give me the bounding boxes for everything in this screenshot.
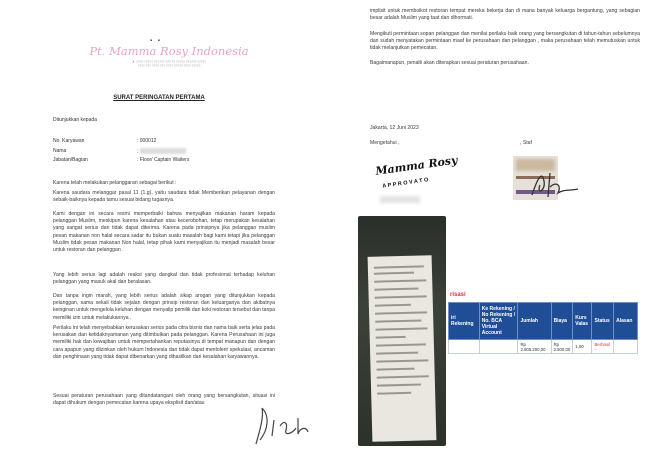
redacted-name (140, 148, 186, 154)
table-header-row: iri Rekening Ke Rekening / No Rekening / No. BCA Virtual Account Jumlah Biaya Kurs Valas Status Alasan (449, 303, 638, 340)
approval-stamp-text: A P P R O V A T O (382, 177, 429, 190)
company-logo: Pt. Mamma Rosy Indonesia (89, 44, 249, 58)
known-label: Mengetahui , (370, 140, 400, 146)
paragraph-regulation: Sesuai peraturan perusahaan yang ditandatangani oleh orang yang bersangkutan, situasi ini dapat dihukum dengan pemecatan karena upaya eksplisit dan/atau (53, 393, 275, 407)
staff-label: , Staf (520, 140, 532, 146)
flag-icons: ▪ ▪ (150, 38, 162, 44)
field-employee-number: No. Karyawan : 000012 (53, 138, 157, 144)
paragraph-intro: Karena telah melakukan pelanggaran sebagai berikut : (53, 180, 177, 186)
addressee-label: Ditunjukkan kepada (53, 117, 97, 123)
staff-signature (528, 165, 588, 205)
bank-transfer-table (448, 302, 638, 354)
paragraph-penalty: Bagaimanapun, penalti akan diterapkan sesuai peraturan perusahaan. (370, 60, 529, 66)
receipt-paper (368, 255, 437, 442)
letter-page-left (0, 0, 318, 460)
table-row: Rp 2.605.200,00 Rp 2.500,00 1,00 Berhasil - (449, 340, 638, 354)
letter-title: SURAT PERINGATAN PERTAMA (113, 95, 205, 101)
paragraph-statement: Kami dengan ini secara resmi memperbaiki bahwa menyajikan makanan haram kepada pelanggan Muslim, meskipun karena kesalahan atau kecerobohan, tetap merupakan kesalahan yang sangat serius dan tidak dapat diterima. Karena pada prinsipnya jika pelanggan muslim pesan makanan non halal secara sadar itu bukan suatu masalah bagi kami tetapi jika pelanggan Muslim tidak pesan makanan Non halal, tetap pihak kami menyajikan itu menjadi masalah besar untuk restoran dan pelanggan . (53, 211, 275, 254)
approval-stamp-logo: Mamma Rosy (374, 153, 459, 178)
company-address: Jl. ???? ????? ?????? ??? ?? ????? ?????? ????? ???? ??? ???? ??? ???? ????? ???? ????? (131, 60, 207, 69)
paragraph-arrogance: Dan tanpa ingin marah, yang lebih serius adalah sikap arogan yang ditunjukkan kepada pelanggan, sama sekali tidak sejalan dengan prinsip restoran dan keluarganya dan akibatnya keinginan untuk mengelola keluhan dengan menyalip pemilik dan koki restoran tersebut dan tanpa memiliki izin untuk melakukannya . (53, 293, 275, 321)
handwritten-signature (248, 400, 318, 452)
paragraph-reaction: Yang lebih serius lagi adalah reaksi yang dangkal dan tidak profesional terhadap keluhan pelanggan yang masuk akal dan beralasan. (53, 272, 275, 286)
field-position: Jabatan/Bagian : Floor/ Captain Waiters (53, 157, 190, 163)
paragraph-boycott: implisit untuk memboikot restoran tempat mereka bekerja dan di mana banyak keluarga bergantung, yang sebagian besar adalah Muslim yang taat dan dihormati. (370, 8, 640, 22)
paragraph-violation: Karena saudara melanggar pasal 11 (1.g), yaitu saudara tidak Memberikan pelayanan dengan sebaik-baiknya kepada tamu sesuai bidang tugasnya. (53, 190, 275, 204)
field-name: Nama : (53, 148, 186, 154)
letter-date: Jakarta, 12 Juni 2023 (370, 125, 419, 131)
paragraph-decision: Mengikuti permintaan sopan pelanggan dan menilai perilaku baik orang yang bersangkutan di tahun-tahun sebelumnya dan sudah menyatakan permintaan maaf ke perusahaan dan pelanggan , maka perusahaan telah memutuskan untuk tidak melanjutkan pemecatan. (370, 31, 640, 52)
paragraph-damage: Perilaku ini telah menyebabkan kerusakan serius pada citra bisnis dan nama baik serta jelas pada kerusakan dan ketidaknyamanan yang ditimbulkan pada pelanggan. Karena Perusahaan ini juga memiliki hak dan kewajiban untuk mempertahankan reputasinya di tempat manapun dan dengan cara apapun yang diizinkan oleh hukum Indonesia dan tidak dapat mentolerir spekulasi, ancaman dan penghinaan yang tidak dapat dibenarkan yang dihasilkan dari kesalahan karyawannya. (53, 325, 275, 360)
bank-section-title: risasi (450, 292, 466, 298)
redacted-approver (380, 196, 420, 203)
